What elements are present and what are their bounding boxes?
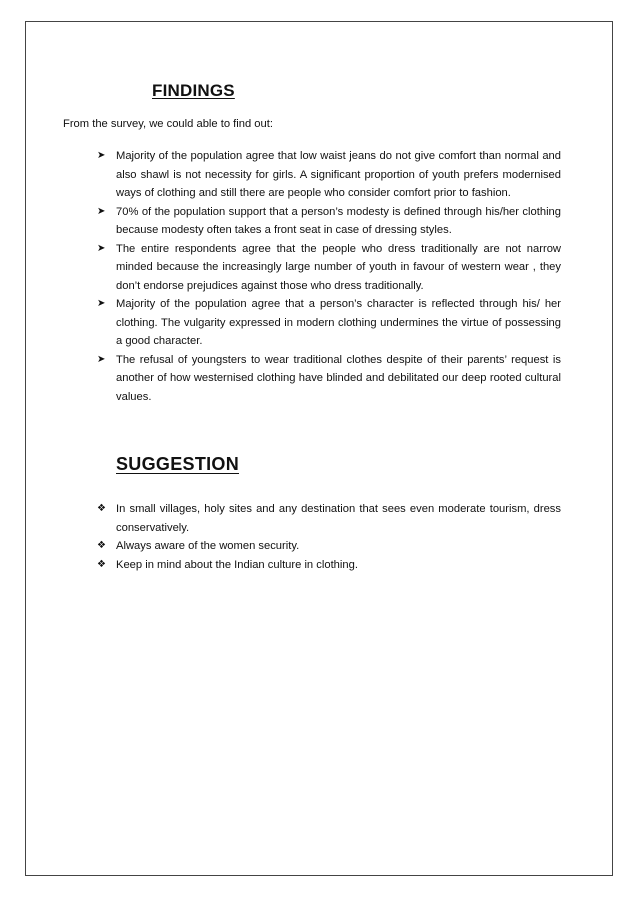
arrowhead-bullet-icon: ➤ [97,353,106,365]
finding-text: Majority of the population agree that a person’s character is reflected through his/ her clothing. The vulgarity expressed in modern clothing undermines the virtue of possessing a good character. [116,298,561,347]
suggestion-item [97,556,561,575]
diamond-bullet-icon: ❖ [97,558,106,570]
finding-item [97,240,561,296]
arrowhead-bullet-icon: ➤ [97,242,106,254]
finding-text: Majority of the population agree that low waist jeans do not give comfort than normal and also shawl is not necessity for girls. A significant proportion of youth prefers modernised ways of clothing and still there are people who consider comfort prior to fashion. [116,150,561,199]
finding-item [97,203,561,240]
suggestion-text: Keep in mind about the Indian culture in clothing. [116,558,358,571]
arrowhead-bullet-icon: ➤ [97,298,106,309]
suggestion-text: Always aware of the women security. [116,540,300,552]
suggestion-text: In small villages, holy sites and any destination that sees even moderate tourism, dress conservatively. [116,503,561,534]
arrowhead-bullet-icon: ➤ [97,205,106,217]
finding-text: 70% of the population support that a person’s modesty is defined through his/her clothing because modesty often takes a front seat in case of dressing styles. [116,205,561,236]
suggestion-list [97,500,561,574]
finding-item [97,295,561,351]
finding-text: The refusal of youngsters to wear traditional clothes despite of their parents’ request is another of how westernised clothing have blinded and debilitated our deep rooted cultural values. [116,353,561,403]
suggestion-heading: SUGGESTION [116,454,240,474]
finding-item [97,351,561,407]
finding-item [97,147,561,203]
arrowhead-bullet-icon: ➤ [97,150,106,161]
suggestion-item [97,500,561,537]
diamond-bullet-icon: ❖ [97,540,106,551]
findings-intro: From the survey, we could able to find out: [63,118,273,130]
findings-list [97,147,561,406]
finding-text: The entire respondents agree that the people who dress traditionally are not narrow minded because the increasingly large number of youth in favour of western wear , they don’t endorse prejudices against those who dress traditionally. [116,242,561,292]
diamond-bullet-icon: ❖ [97,503,106,514]
suggestion-item [97,537,561,556]
findings-heading: FINDINGS [152,81,235,100]
